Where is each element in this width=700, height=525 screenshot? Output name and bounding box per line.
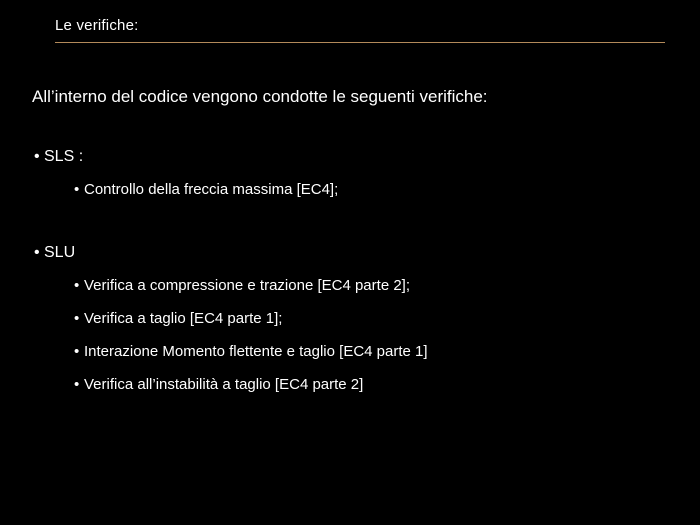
bullet-icon: •: [74, 277, 80, 294]
list-item-label: Verifica a compressione e trazione [EC4 parte 2];: [84, 277, 411, 294]
spacer: [32, 263, 672, 276]
slide-body: [32, 86, 672, 395]
bullet-icon: •: [74, 310, 80, 327]
spacer: [32, 329, 672, 342]
list-item-label: Verifica all’instabilità a taglio [EC4 parte 2]: [84, 376, 364, 393]
list-item-label: Controllo della freccia massima [EC4];: [84, 181, 339, 198]
list-item-label: Verifica a taglio [EC4 parte 1];: [84, 310, 283, 327]
title-divider: [55, 42, 665, 43]
spacer: [32, 200, 672, 229]
bullet-icon: •: [34, 244, 40, 261]
list-item: [74, 180, 672, 200]
lead-paragraph: All’interno del codice vengono condotte le seguenti verifiche:: [32, 87, 488, 106]
list-item: [74, 276, 672, 296]
list-item: [34, 242, 672, 263]
bullet-icon: •: [34, 148, 40, 165]
list-item: [34, 146, 672, 167]
bullet-icon: •: [74, 376, 80, 393]
list-item-label: Interazione Momento flettente e taglio [EC4 parte 1]: [84, 343, 428, 360]
list-item-label: SLU: [44, 244, 76, 261]
list-item: [74, 342, 672, 362]
spacer: [32, 167, 672, 180]
page-title: Le verifiche:: [55, 17, 139, 34]
bullet-icon: •: [74, 181, 80, 198]
list-item: [74, 309, 672, 329]
bullet-icon: •: [74, 343, 80, 360]
spacer: [32, 296, 672, 309]
list-item: [74, 375, 672, 395]
spacer: [32, 108, 672, 146]
spacer: [32, 229, 672, 242]
list-item-label: SLS :: [44, 148, 84, 165]
spacer: [32, 362, 672, 375]
